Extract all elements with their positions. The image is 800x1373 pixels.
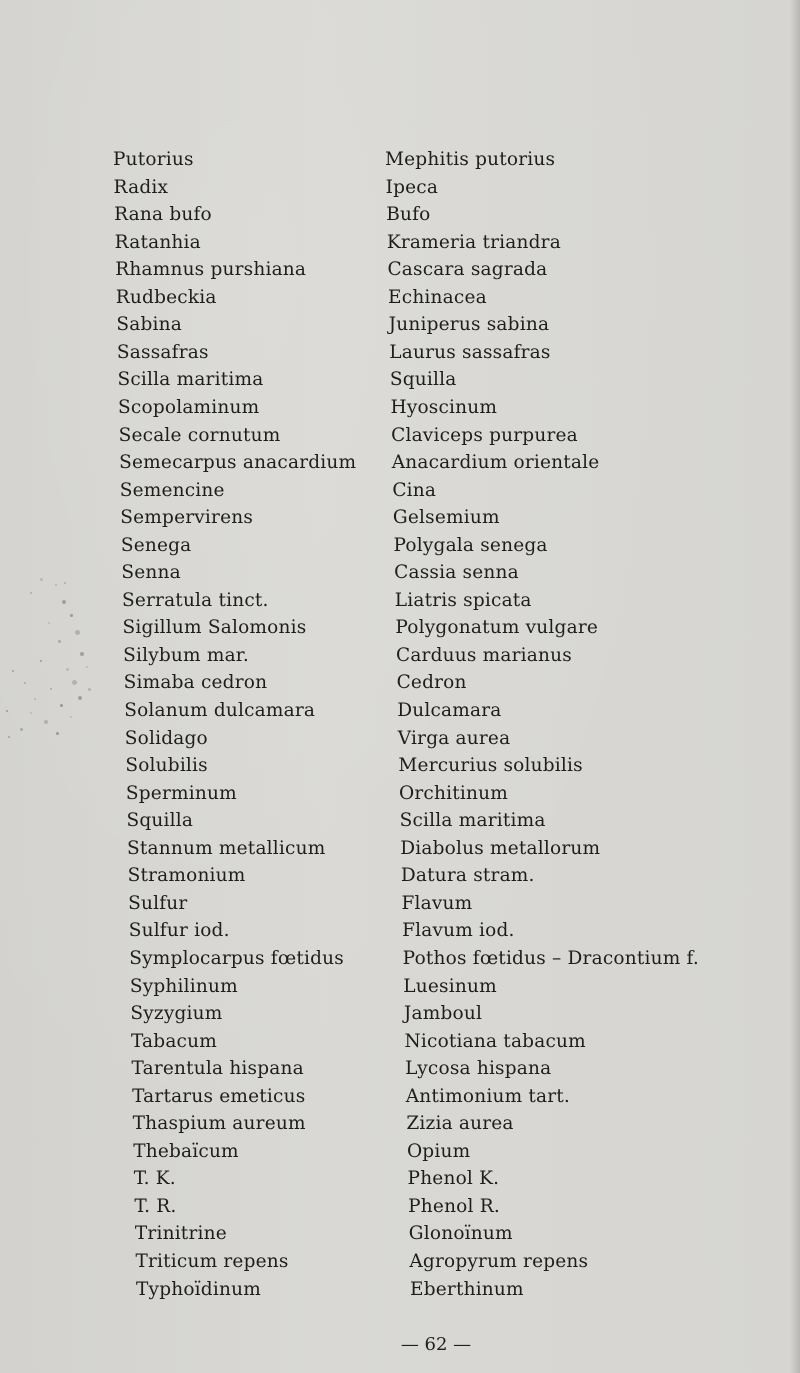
list-item xyxy=(0,451,800,479)
entry-term: Secale cornutum xyxy=(118,424,281,446)
entry-synonym: Flavum iod. xyxy=(402,920,515,942)
entry-synonym: Mephitis putorius xyxy=(385,149,556,170)
entry-synonym: Squilla xyxy=(389,369,457,391)
entry-synonym: Bufo xyxy=(386,204,431,226)
entry-term: Sempervirens xyxy=(120,507,254,529)
entry-synonym: Opium xyxy=(406,1140,471,1162)
entry-synonym: Polygonatum vulgare xyxy=(395,617,599,639)
entry-term: Solanum dulcamara xyxy=(124,700,316,721)
entry-term: Radix xyxy=(113,176,169,198)
entry-term: Tarentula hispana xyxy=(131,1058,304,1080)
list-item xyxy=(0,424,800,452)
entry-term: T. R. xyxy=(134,1195,177,1217)
entry-synonym: Nicotiana tabacum xyxy=(404,1030,586,1052)
entry-term: Rana bufo xyxy=(114,204,212,226)
entry-term: Typhoïdinum xyxy=(136,1278,261,1300)
entry-term: Tartarus emeticus xyxy=(132,1085,306,1107)
entry-synonym: Claviceps purpurea xyxy=(391,424,578,446)
list-item xyxy=(0,1167,800,1195)
entry-synonym: Anacardium orientale xyxy=(391,452,600,474)
entry-synonym: Echinacea xyxy=(388,286,487,308)
list-item xyxy=(0,203,800,231)
entry-term: Rudbeckia xyxy=(115,286,217,308)
entry-synonym: Phenol R. xyxy=(408,1195,500,1217)
entry-term: Semencine xyxy=(119,479,225,501)
entry-term: Symplocarpus fœtidus xyxy=(129,947,344,969)
entry-term: Silybum mar. xyxy=(123,644,249,666)
entry-term: Stramonium xyxy=(127,865,246,887)
list-item xyxy=(0,864,800,892)
entry-synonym: Glonoïnum xyxy=(408,1223,513,1245)
entry-synonym: Flavum xyxy=(401,892,473,914)
list-item xyxy=(0,561,800,589)
list-item xyxy=(0,782,800,810)
entry-term: Sabina xyxy=(116,314,182,336)
list-item xyxy=(0,837,800,865)
list-item xyxy=(0,809,800,837)
entry-term: Solidago xyxy=(124,727,208,749)
list-item xyxy=(0,368,800,396)
list-item xyxy=(0,286,800,314)
entry-term: Sperminum xyxy=(125,782,237,804)
list-item xyxy=(0,1085,800,1113)
list-item xyxy=(0,754,800,782)
list-item xyxy=(0,313,800,341)
entry-synonym: Lycosa hispana xyxy=(405,1058,552,1080)
entry-term: Tabacum xyxy=(130,1030,217,1052)
list-item xyxy=(0,589,800,617)
list-item xyxy=(0,975,800,1003)
entry-synonym: Cascara sagrada xyxy=(387,259,548,281)
entry-term: Senna xyxy=(121,562,181,584)
entry-term: Sulfur iod. xyxy=(128,920,230,942)
entry-synonym: Jamboul xyxy=(403,1003,483,1025)
list-item xyxy=(0,231,800,259)
entry-term: Simaba cedron xyxy=(123,672,268,694)
list-item xyxy=(0,506,800,534)
entry-synonym: Zizia aurea xyxy=(406,1113,514,1135)
entry-synonym: Antimonium tart. xyxy=(405,1085,571,1107)
entry-synonym: Orchitinum xyxy=(399,782,508,804)
entry-term: Thaspium aureum xyxy=(132,1113,306,1135)
entry-synonym: Cedron xyxy=(396,672,467,694)
list-item xyxy=(0,341,800,369)
list-item xyxy=(0,671,800,699)
entry-term: Sigillum Salomonis xyxy=(122,617,307,639)
list-item xyxy=(0,892,800,920)
entry-synonym: Cina xyxy=(392,479,437,501)
entry-synonym: Phenol K. xyxy=(407,1168,500,1190)
list-item xyxy=(0,1222,800,1250)
entry-synonym: Eberthinum xyxy=(410,1278,524,1300)
list-item xyxy=(0,396,800,424)
entry-term: Solubilis xyxy=(125,755,208,777)
entry-synonym: Gelsemium xyxy=(392,507,500,529)
entry-term: Ratanhia xyxy=(114,231,201,253)
entry-synonym: Datura stram. xyxy=(400,865,535,887)
entry-term: Putorius xyxy=(113,149,194,170)
entry-synonym: Ipeca xyxy=(385,176,439,198)
entry-term: Syzygium xyxy=(130,1003,223,1025)
list-item xyxy=(0,1278,800,1306)
entry-term: Semecarpus anacardium xyxy=(119,452,357,474)
list-item xyxy=(0,1250,800,1278)
list-item xyxy=(0,644,800,672)
entry-synonym: Carduus marianus xyxy=(395,644,572,666)
entry-term: Stannum metallicum xyxy=(127,837,326,859)
entry-term: Trinitrine xyxy=(134,1223,227,1245)
list-item xyxy=(0,1140,800,1168)
entry-synonym: Liatris spicata xyxy=(394,589,532,611)
entry-term: Scopolaminum xyxy=(118,396,260,418)
entry-term: Syphilinum xyxy=(129,975,238,997)
entry-synonym: Pothos fœtidus – Dracontium f. xyxy=(402,947,699,969)
entry-synonym: Mercurius solubilis xyxy=(398,755,583,777)
page-number: — 62 — xyxy=(400,1334,472,1355)
list-item xyxy=(0,947,800,975)
entry-synonym: Dulcamara xyxy=(397,700,502,721)
entry-term: Triticum repens xyxy=(135,1251,289,1272)
entry-synonym: Juniperus sabina xyxy=(388,314,550,336)
entry-synonym: Luesinum xyxy=(403,975,497,997)
entry-term: Senega xyxy=(120,534,192,556)
entry-synonym: Polygala senega xyxy=(393,534,548,556)
list-item xyxy=(0,1112,800,1140)
list-item xyxy=(0,1002,800,1030)
list-item xyxy=(0,176,800,204)
list-item xyxy=(0,1030,800,1058)
list-item xyxy=(0,258,800,286)
entry-synonym: Cassia senna xyxy=(394,562,519,584)
entry-term: Serratula tinct. xyxy=(121,589,269,611)
entry-synonym: Scilla maritima xyxy=(399,810,546,832)
entry-term: T. K. xyxy=(133,1168,176,1190)
list-item xyxy=(0,727,800,755)
entry-term: Sulfur xyxy=(128,892,188,914)
entry-term: Scilla maritima xyxy=(117,369,264,391)
list-item xyxy=(0,479,800,507)
entry-term: Rhamnus purshiana xyxy=(115,259,307,281)
list-item xyxy=(0,148,800,176)
entry-term: Sassafras xyxy=(116,341,209,363)
list-item xyxy=(0,1195,800,1223)
page-footer xyxy=(0,1333,800,1357)
entry-synonym: Laurus sassafras xyxy=(389,341,551,363)
entry-term: Thebaïcum xyxy=(133,1140,239,1162)
entry-term: Squilla xyxy=(126,810,194,832)
entry-synonym: Hyoscinum xyxy=(390,396,498,418)
list-item xyxy=(0,534,800,562)
list-item xyxy=(0,1057,800,1085)
entry-synonym: Agropyrum repens xyxy=(409,1251,589,1272)
list-item xyxy=(0,919,800,947)
entry-synonym: Virga aurea xyxy=(397,727,511,749)
list-item xyxy=(0,699,800,727)
list-item xyxy=(0,616,800,644)
entry-synonym: Diabolus metallorum xyxy=(400,837,601,859)
entry-synonym: Krameria triandra xyxy=(386,231,561,253)
